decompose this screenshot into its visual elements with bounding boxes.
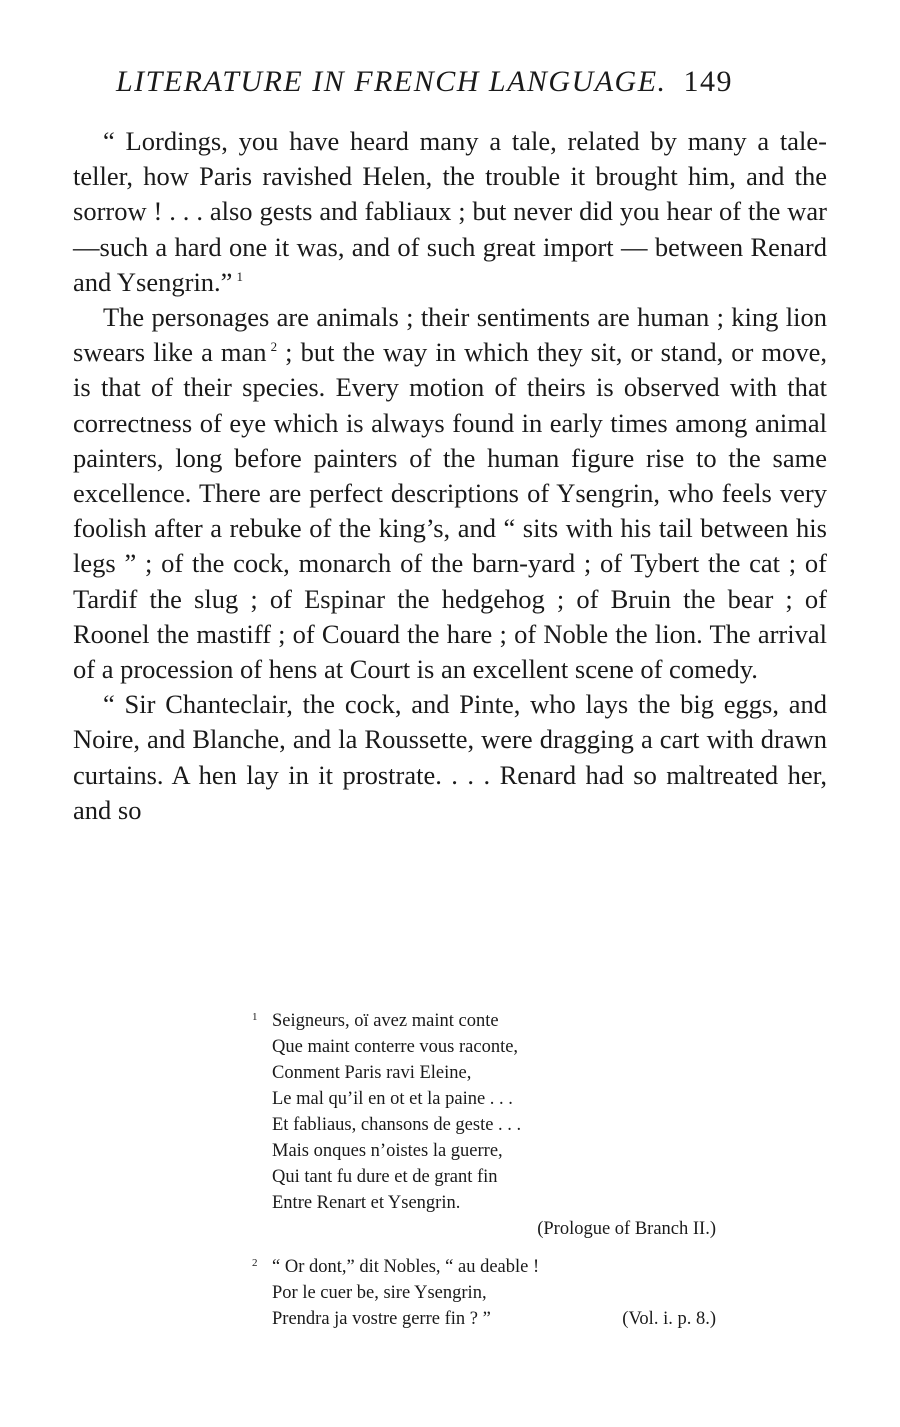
- verse-line: Entre Renart et Ysengrin.: [272, 1193, 461, 1213]
- paragraph-text: “ Lordings, you have heard many a tale, related by many a tale-teller, how Paris ravished Helen, the trouble it brought him, and the sorrow ! . . . also gests and fabliaux ; but never did you hear of the war—such a hard one it was, and of such great import — between Renard and Ysengrin.”: [73, 126, 827, 297]
- verse-line: Le mal qu’il en ot et la paine . . .: [272, 1089, 513, 1109]
- paragraph-chanteclair: [73, 687, 827, 828]
- verse-line: Que maint conterre vous raconte,: [272, 1037, 519, 1057]
- verse-line: Mais onques n’oistes la guerre,: [272, 1141, 503, 1161]
- verse-line: Qui tant fu dure et de grant fin: [272, 1167, 498, 1187]
- running-title: LITERATURE IN FRENCH LANGUAGE.: [116, 65, 667, 98]
- page-number: 149: [683, 65, 734, 98]
- paragraph-personages: [73, 300, 827, 687]
- footnote-2: [252, 1254, 722, 1332]
- paragraph-quote-prologue: [73, 124, 827, 300]
- verse-line: Conment Paris ravi Eleine,: [272, 1063, 472, 1083]
- footnote-ref-2: 2: [270, 339, 278, 355]
- footnotes: [252, 1008, 722, 1332]
- paragraph-text: “ Sir Chanteclair, the cock, and Pinte, who lays the big eggs, and Noire, and Blanche, and la Roussette, were dragging a cart with drawn curtains. A hen lay in it prostrate. . . . Renard had so maltreated her, and so: [73, 689, 827, 825]
- footnote-source: (Vol. i. p. 8.): [622, 1309, 716, 1329]
- footnote-ref-1: 1: [236, 268, 243, 284]
- paragraph-text: The personages are animals ; their sentiments are human ; king lion swears like a man: [73, 302, 827, 368]
- body-text: [73, 124, 827, 828]
- verse-line: Prendra ja vostre gerre fin ? ”: [272, 1309, 491, 1329]
- verse-line: Seigneurs, oï avez maint conte: [272, 1011, 499, 1031]
- paragraph-text-continued: ; but the way in which they sit, or stand, or move, is that of their species. Every motion of theirs is observed with that correctness of eye which is always found in early times among animal painters, long before painters of the human figure rise to the same excellence. There are perfect descriptions of Ysengrin, who feels very foolish after a rebuke of the king’s, and “ sits with his tail between his legs ” ; of the cock, monarch of the barn-yard ; of Tybert the cat ; of Tardif the slug ; of Espinar the hedgehog ; of Bruin the bear ; of Roonel the mastiff ; of Couard the hare ; of Noble the lion. The arrival of a procession of hens at Court is an excellent scene of comedy.: [73, 337, 827, 685]
- verse-line: “ Or dont,” dit Nobles, “ au deable !: [272, 1257, 540, 1277]
- verse-line: Por le cuer be, sire Ysengrin,: [272, 1283, 487, 1303]
- verse-line: Et fabliaus, chansons de geste . . .: [272, 1115, 522, 1135]
- footnote-mark: 1: [252, 1011, 258, 1023]
- footnote-source: (Prologue of Branch II.): [537, 1219, 716, 1239]
- verse-line-with-source: [272, 1306, 722, 1332]
- running-head: [116, 62, 828, 102]
- footnote-mark: 2: [252, 1257, 258, 1269]
- footnote-1: [252, 1008, 722, 1242]
